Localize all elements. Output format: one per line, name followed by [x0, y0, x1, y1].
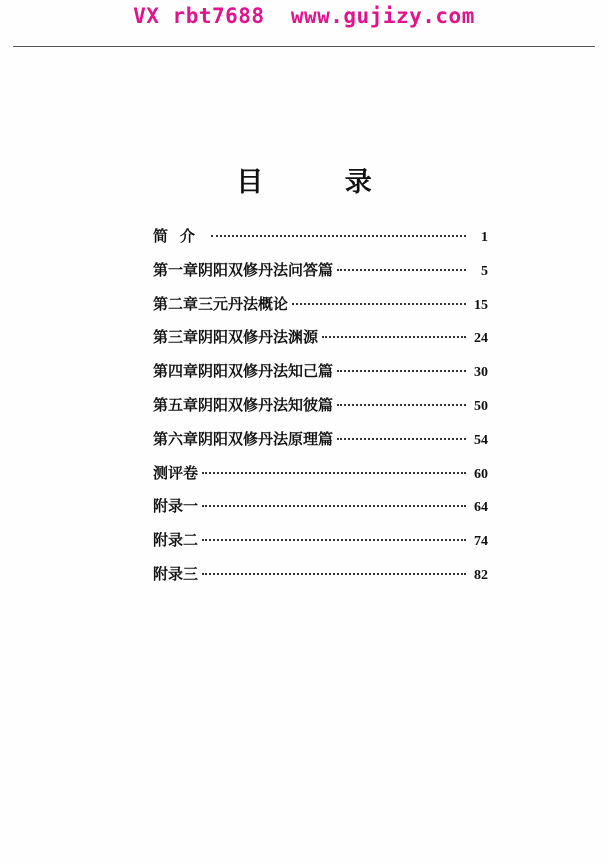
- toc-entry-page: 15: [474, 297, 488, 313]
- toc-entry-label: 附录二: [153, 531, 199, 550]
- toc-dot-leader: [202, 573, 466, 575]
- toc-entry-appendix-1: [153, 496, 488, 530]
- toc-dot-leader: [202, 505, 466, 507]
- toc-dot-leader: [337, 269, 466, 271]
- header-rule: [13, 46, 595, 47]
- toc-entry-label: 第三章阴阳双修丹法渊源: [153, 328, 319, 347]
- toc-entry-chapter-5: [153, 395, 488, 429]
- toc-dot-leader: [337, 404, 466, 406]
- toc-entry-page: 1: [481, 230, 488, 245]
- toc-entry-chapter-1: [153, 260, 488, 294]
- toc-entry-label: 第二章三元丹法概论: [153, 294, 289, 313]
- toc-dot-leader: [322, 336, 466, 338]
- toc-entry-label: 第一章阴阳双修丹法问答篇: [153, 260, 334, 279]
- toc-entry-page: 54: [474, 432, 488, 448]
- toc-dot-leader: [202, 472, 466, 474]
- toc-entry-intro: [153, 226, 488, 260]
- toc-dot-leader: [292, 303, 466, 305]
- toc-entry-label: 附录三: [153, 564, 199, 583]
- toc-entry-page: 64: [474, 500, 488, 516]
- toc-entry-chapter-2: [153, 294, 488, 328]
- toc-entry-label: 附录一: [153, 497, 199, 516]
- toc-list: [153, 226, 488, 598]
- toc-dot-leader: [211, 235, 466, 237]
- toc-entry-assessment: [153, 463, 488, 497]
- toc-entry-chapter-6: [153, 429, 488, 463]
- watermark-text: VX rbt7688 www.gujizy.com: [133, 4, 475, 28]
- toc-entry-chapter-4: [153, 361, 488, 395]
- toc-dot-leader: [337, 370, 466, 372]
- toc-entry-appendix-2: [153, 530, 488, 564]
- toc-entry-label: 测评卷: [153, 463, 199, 482]
- toc-entry-label: 简介: [153, 227, 208, 245]
- toc-entry-page: 30: [474, 365, 488, 381]
- toc-title: 目 录: [236, 167, 408, 198]
- toc-entry-page: 50: [474, 398, 488, 414]
- toc-entry-page: 82: [474, 567, 488, 583]
- toc-entry-label: 第四章阴阳双修丹法知己篇: [153, 362, 334, 381]
- toc-entry-page: 74: [474, 534, 488, 550]
- toc-entry-page: 5: [481, 263, 488, 279]
- toc-entry-label: 第五章阴阳双修丹法知彼篇: [153, 395, 334, 414]
- toc-dot-leader: [337, 438, 466, 440]
- toc-entry-label: 第六章阴阳双修丹法原理篇: [153, 429, 334, 448]
- toc-dot-leader: [202, 539, 466, 541]
- toc-entry-page: 24: [474, 331, 488, 347]
- toc-entry-chapter-3: [153, 327, 488, 361]
- toc-entry-page: 60: [474, 466, 488, 482]
- toc-entry-appendix-3: [153, 564, 488, 598]
